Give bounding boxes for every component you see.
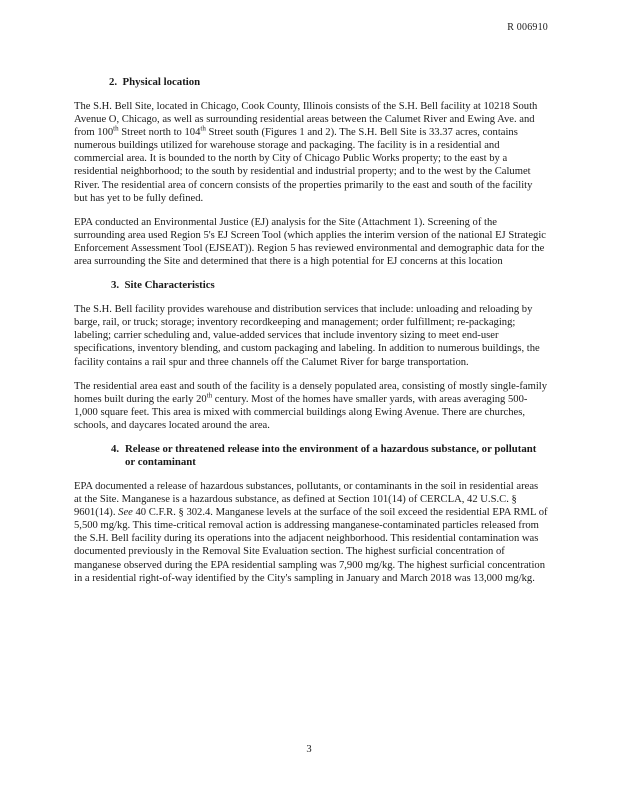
paragraph-residential-area: The residential area east and south of the facility is a densely populated area, consisting of mostly single-family homes built during the early 20th century. Most of the homes have smaller yards, with areas averaging 500-1,000 square feet. This area is mixed with commercial buildings along Ewing Avenue. There are churches, schools, and daycares located around the area. bbox=[74, 380, 548, 431]
bates-number: R 006910 bbox=[507, 22, 548, 33]
section-title: Physical location bbox=[122, 76, 201, 88]
section-title: Release or threatened release into the environment of a hazardous substance, or pollutant or contaminant bbox=[125, 442, 537, 468]
section-heading-physical-location bbox=[74, 76, 548, 89]
section-number: 2. bbox=[109, 76, 118, 88]
paragraph-site-location: The S.H. Bell Site, located in Chicago, Cook County, Illinois consists of the S.H. Bell facility at 10218 South Avenue O, Chicago, as well as surrounding residential areas between the Calumet River and Ewing Ave. and from 100th Street north to 104th Street south (Figures 1 and 2). The S.H. Bell Site is 33.37 acres, contains numerous buildings utilized for warehouse storage and packaging. The facility is in a residential and commercial area. It is bounded to the north by City of Chicago Public Works property; to the east by a residential neighborhood; to the south by residential and industrial property; and to the west by the Calumet River. The residential area of concern consists of the properties primarily to the east and south of the facility but has yet to be fully defined. bbox=[74, 101, 538, 204]
page-number: 3 bbox=[306, 744, 312, 755]
paragraph-manganese-release: EPA documented a release of hazardous substances, pollutants, or contaminants in the soil in residential areas at the Site. Manganese is a hazardous substance, as defined at Section 101(14) of CERCLA, 42 U.S.C. § 9601(14). See 40 C.F.R. § 302.4. Manganese levels at the surface of the soil exceed the residential EPA RML of 5,500 mg/kg. This time-critical removal action is addressing manganese-contaminated particles released from the S.H. Bell facility during its operations into the adjacent neighborhood. This residential contamination was documented previously in the Removal Site Evaluation section. The highest surficial concentration of manganese observed during the EPA residential sampling was 7,900 mg/kg. The highest surficial concentration in a residential right-of-way identified by the City's sampling in January and March 2018 was 13,000 mg/kg. bbox=[74, 480, 548, 584]
section-heading-release bbox=[74, 443, 548, 469]
document-body bbox=[74, 76, 548, 596]
section-heading-site-characteristics bbox=[74, 279, 548, 292]
section-number: 3. bbox=[111, 279, 120, 292]
paragraph-environmental-justice: EPA conducted an Environmental Justice (EJ) analysis for the Site (Attachment 1). Screening of the surrounding area used Region 5's EJ Screen Tool (which applies the interim version of the national EJ Strategic Enforcement Assessment Tool (EJSEAT)). Region 5 has reviewed environmental and demographic data for the area surrounding the Site and determined that there is a high potential for EJ concerns at this location bbox=[74, 216, 546, 268]
paragraph-facility-services: The S.H. Bell facility provides warehouse and distribution services that include: unloading and reloading by barge, rail, or truck; storage; inventory recordkeeping and management; order fulfillment; re-packaging; labeling; carrier scheduling and, value-added services that include inventory sizing to meet end-user specifications, inventory blending, and custom packaging and labeling. In addition to numerous buildings, the facility contains a rail spur and three channels off the Calumet River for barge transportation. bbox=[74, 304, 540, 368]
section-title: Site Characteristics bbox=[124, 279, 215, 292]
section-number: 4. bbox=[111, 442, 120, 455]
